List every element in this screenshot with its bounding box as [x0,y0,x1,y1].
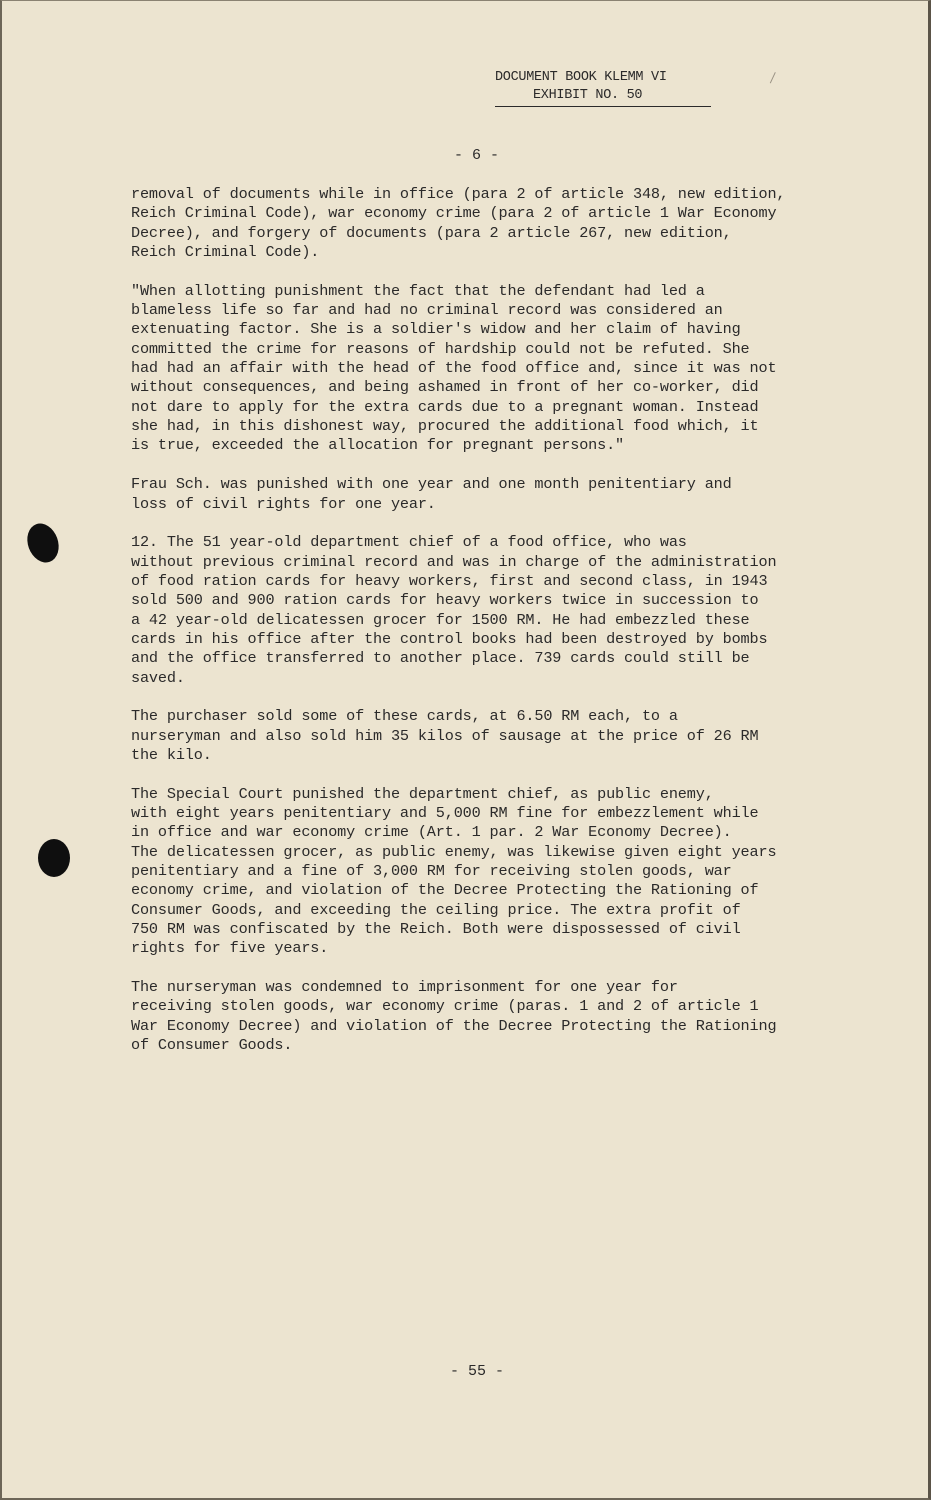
body-text [131,185,831,1075]
punch-hole-icon [22,519,64,567]
pencil-mark [770,72,781,86]
page-number-top: - 6 - [454,147,500,164]
paragraph-6: The Special Court punished the department chief, as public enemy, with eight years penitentiary and 5,000 RM fine for embezzlement while in office and war economy crime (Art. 1 par. 2 War Economy Decree). The delicatessen grocer, as public enemy, was likewise given eight years penitentiary and a fine of 3,000 RM for receiving stolen goods, war economy crime, and violation of the Decree Protecting the Rationing of Consumer Goods, and exceeding the ceiling price. The extra profit of 750 RM was confiscated by the Reich. Both were dispossessed of civil rights for five years. [131,784,777,958]
paragraph-1: removal of documents while in office (para 2 of article 348, new edition, Reich Criminal Code), war economy crime (para 2 of article 1 War Economy Decree), and forgery of documents (para 2 article 267, new edition, Reich Criminal Code). [131,185,786,262]
paragraph-5: The purchaser sold some of these cards, at 6.50 RM each, to a nurseryman and also sold him 35 kilos of sausage at the price of 26 RM the kilo. [131,707,759,764]
page-number-bottom: - 55 - [450,1363,505,1380]
document-header [495,69,711,107]
paragraph-3: Frau Sch. was punished with one year and one month penitentiary and loss of civil rights for one year. [131,475,732,513]
paragraph-7: The nurseryman was condemned to imprisonment for one year for receiving stolen goods, war economy crime (paras. 1 and 2 of article 1 War Economy Decree) and violation of the Decree Protecting the Rationing of Consumer Goods. [131,978,777,1055]
paragraph-2: "When allotting punishment the fact that the defendant had led a blameless life so far and had no criminal record was considered an extenuating factor. She is a soldier's widow and her claim of having committed the crime for reasons of hardship could not be refuted. She had had an affair with the head of the food office and, since it was not without consequences, and being ashamed in front of her co-worker, did not dare to apply for the extra cards due to a pregnant woman. Instead she had, in this dishonest way, procured the additional food which, it is true, exceeded the allocation for pregnant persons." [131,281,777,455]
document-book-title: DOCUMENT BOOK KLEMM VI [495,70,667,85]
paragraph-4: 12. The 51 year-old department chief of a food office, who was without previous criminal record and was in charge of the administration of food ration cards for heavy workers, first and second class, in 1943 sold 500 and 900 ration cards for heavy workers twice in succession to a 42 year-old delicatessen grocer for 1500 RM. He had embezzled these cards in his office after the control books had been destroyed by bombs and the office transferred to another place. 739 cards could still be saved. [131,533,777,687]
punch-hole-icon [38,839,70,877]
exhibit-number: EXHIBIT NO. 50 [495,87,711,107]
